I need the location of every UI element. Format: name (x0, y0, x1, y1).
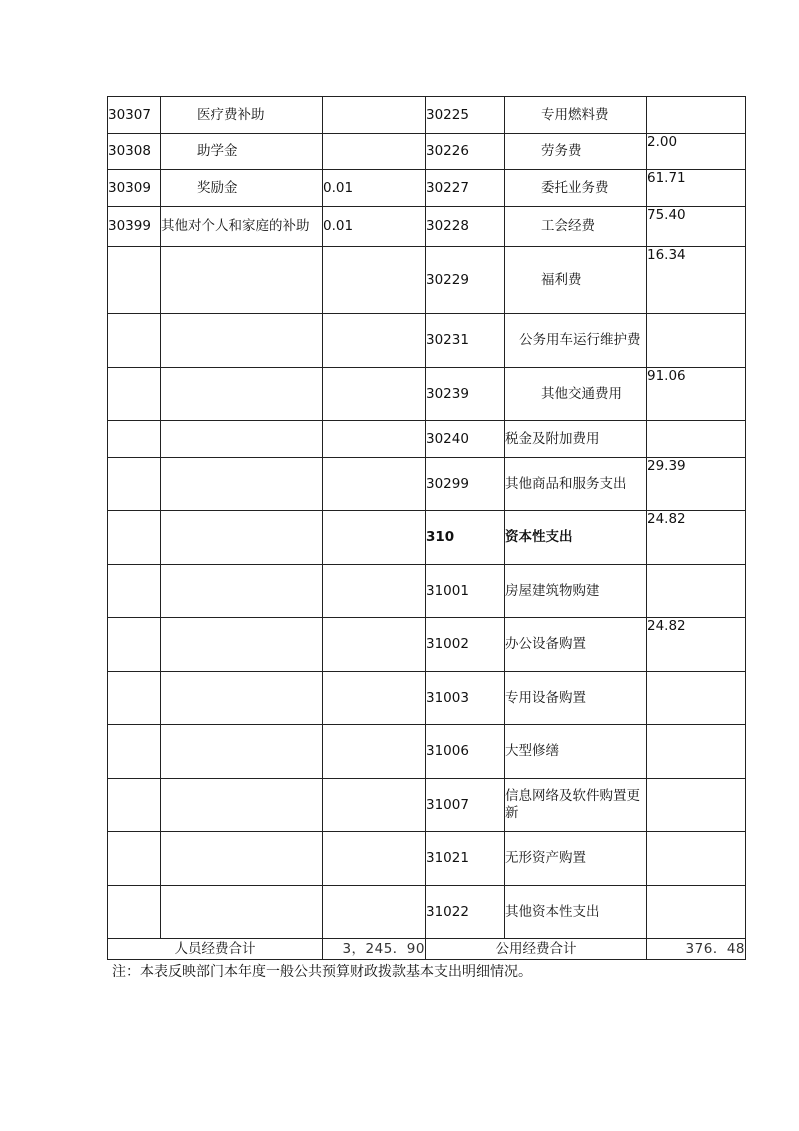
personnel-amount (323, 134, 426, 170)
public-amount: 61.71 (647, 170, 746, 207)
personnel-item: 其他对个人和家庭的补助 (161, 207, 323, 247)
public-code: 30228 (426, 207, 505, 247)
table-row (108, 511, 746, 565)
personnel-amount (323, 368, 426, 421)
personnel-item (161, 314, 323, 368)
personnel-item (161, 832, 323, 886)
table-row (108, 314, 746, 368)
personnel-amount (323, 421, 426, 458)
table-row (108, 886, 746, 939)
personnel-item: 助学金 (161, 134, 323, 170)
public-code: 30231 (426, 314, 505, 368)
personnel-code: 30399 (108, 207, 161, 247)
public-amount (647, 886, 746, 939)
public-code: 31007 (426, 779, 505, 832)
personnel-total-amount: 3，245．90 (323, 939, 426, 960)
table-row (108, 421, 746, 458)
public-code: 30226 (426, 134, 505, 170)
public-item: 税金及附加费用 (505, 421, 647, 458)
public-amount: 75.40 (647, 207, 746, 247)
personnel-code (108, 565, 161, 618)
personnel-code (108, 725, 161, 779)
table-row (108, 207, 746, 247)
personnel-item (161, 725, 323, 779)
public-code: 31002 (426, 618, 505, 672)
table-row (108, 170, 746, 207)
public-amount: 91.06 (647, 368, 746, 421)
personnel-amount (323, 458, 426, 511)
personnel-code (108, 458, 161, 511)
personnel-code (108, 672, 161, 725)
public-amount: 24.82 (647, 618, 746, 672)
public-item: 工会经费 (505, 207, 647, 247)
personnel-amount (323, 672, 426, 725)
public-total-label: 公用经费合计 (426, 939, 647, 960)
personnel-total-label: 人员经费合计 (108, 939, 323, 960)
public-code: 30227 (426, 170, 505, 207)
personnel-item (161, 421, 323, 458)
personnel-item (161, 618, 323, 672)
table-row (108, 725, 746, 779)
table-row (108, 247, 746, 314)
public-amount: 2.00 (647, 134, 746, 170)
personnel-amount (323, 314, 426, 368)
public-item: 无形资产购置 (505, 832, 647, 886)
public-item: 办公设备购置 (505, 618, 647, 672)
personnel-code: 30307 (108, 97, 161, 134)
personnel-code (108, 832, 161, 886)
public-item: 公务用车运行维护费 (505, 314, 647, 368)
public-item: 信息网络及软件购置更新 (505, 779, 647, 832)
table-row (108, 458, 746, 511)
personnel-item (161, 368, 323, 421)
public-item: 资本性支出 (505, 511, 647, 565)
public-item: 其他商品和服务支出 (505, 458, 647, 511)
public-code: 31001 (426, 565, 505, 618)
public-item: 劳务费 (505, 134, 647, 170)
public-amount (647, 565, 746, 618)
personnel-code (108, 314, 161, 368)
personnel-item: 医疗费补助 (161, 97, 323, 134)
table-row (108, 565, 746, 618)
personnel-code (108, 368, 161, 421)
public-item: 房屋建筑物购建 (505, 565, 647, 618)
personnel-item (161, 565, 323, 618)
public-amount (647, 779, 746, 832)
table-row (108, 368, 746, 421)
public-code: 310 (426, 511, 505, 565)
personnel-code (108, 618, 161, 672)
public-code: 30229 (426, 247, 505, 314)
personnel-code (108, 511, 161, 565)
public-amount (647, 672, 746, 725)
personnel-amount (323, 779, 426, 832)
public-item: 专用燃料费 (505, 97, 647, 134)
personnel-code (108, 779, 161, 832)
public-code: 30225 (426, 97, 505, 134)
personnel-item (161, 779, 323, 832)
personnel-amount (323, 565, 426, 618)
public-amount (647, 314, 746, 368)
public-item: 委托业务费 (505, 170, 647, 207)
personnel-item (161, 511, 323, 565)
public-code: 30299 (426, 458, 505, 511)
personnel-item (161, 247, 323, 314)
public-amount: 24.82 (647, 511, 746, 565)
table-row (108, 672, 746, 725)
public-code: 31021 (426, 832, 505, 886)
footnote: 注：本表反映部门本年度一般公共预算财政拨款基本支出明细情况。 (112, 964, 532, 980)
table-row (108, 134, 746, 170)
public-code: 31003 (426, 672, 505, 725)
personnel-item: 奖励金 (161, 170, 323, 207)
budget-detail-table (107, 96, 746, 960)
personnel-code (108, 886, 161, 939)
public-code: 30239 (426, 368, 505, 421)
personnel-code: 30308 (108, 134, 161, 170)
table-row (108, 618, 746, 672)
public-amount (647, 97, 746, 134)
public-amount (647, 725, 746, 779)
personnel-amount: 0.01 (323, 170, 426, 207)
public-code: 30240 (426, 421, 505, 458)
personnel-amount (323, 511, 426, 565)
personnel-code: 30309 (108, 170, 161, 207)
personnel-code (108, 421, 161, 458)
table-row (108, 779, 746, 832)
personnel-item (161, 886, 323, 939)
public-item: 专用设备购置 (505, 672, 647, 725)
public-amount: 16.34 (647, 247, 746, 314)
personnel-code (108, 247, 161, 314)
table-row (108, 832, 746, 886)
public-item: 福利费 (505, 247, 647, 314)
personnel-item (161, 458, 323, 511)
public-item: 其他资本性支出 (505, 886, 647, 939)
table-row (108, 97, 746, 134)
public-total-amount: 376．48 (647, 939, 746, 960)
personnel-amount (323, 886, 426, 939)
personnel-item (161, 672, 323, 725)
public-item: 其他交通费用 (505, 368, 647, 421)
totals-row (108, 939, 746, 960)
public-amount (647, 832, 746, 886)
personnel-amount (323, 725, 426, 779)
personnel-amount (323, 618, 426, 672)
personnel-amount (323, 97, 426, 134)
public-item: 大型修缮 (505, 725, 647, 779)
public-amount: 29.39 (647, 458, 746, 511)
public-amount (647, 421, 746, 458)
personnel-amount (323, 832, 426, 886)
public-code: 31022 (426, 886, 505, 939)
public-code: 31006 (426, 725, 505, 779)
personnel-amount: 0.01 (323, 207, 426, 247)
personnel-amount (323, 247, 426, 314)
